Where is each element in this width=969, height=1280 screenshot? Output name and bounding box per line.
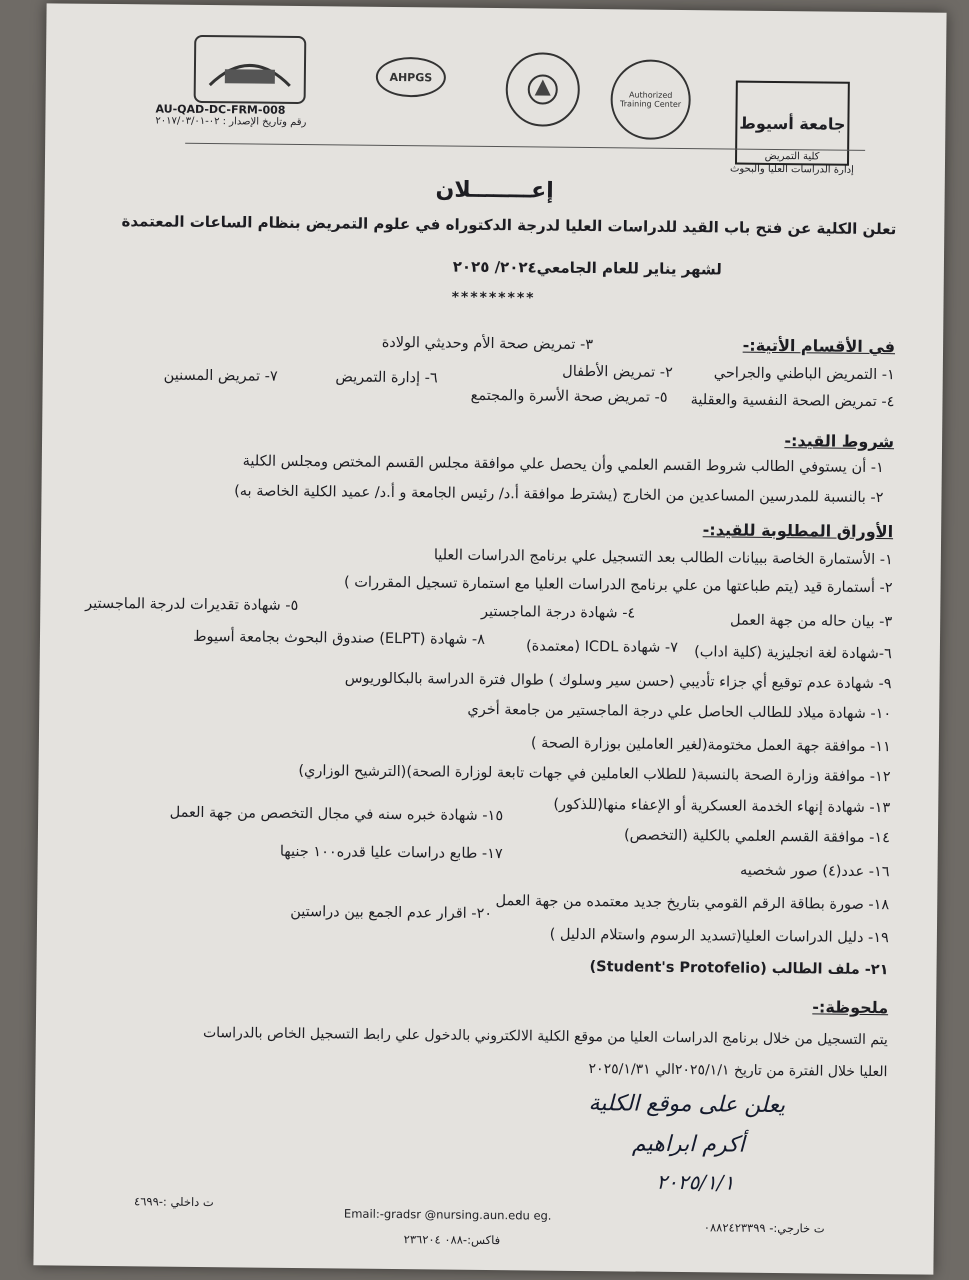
- document-page: [33, 3, 946, 1274]
- condition-item-2: ٢- بالنسبة للمدرسين المساعدين من الخارج (يشترط موافقة أ.د/ رئيس الجامعة و أ.د/ عميد الكلية الخاصة به): [234, 483, 884, 507]
- paper-item-2: ٢- أستمارة قيد (يتم طباعتها من علي برنامج الدراسات العليا مع استمارة تسجيل المقررات ): [343, 574, 893, 597]
- paper-item-16: ١٦- عدد(٤) صور شخصيه: [739, 862, 890, 881]
- department-item-3: ٣- تمريض صحة الأم وحديثي الولادة: [381, 334, 594, 354]
- paper-item-3: ٣- بيان حاله من جهة العمل: [729, 612, 893, 631]
- paper-item-1: ١- الأستمارة الخاصة ببيانات الطالب بعد التسجيل علي برنامج الدراسات العليا: [433, 547, 893, 569]
- paper-item-9: ٩- شهادة عدم توقيع أي جزاء تأديبي (حسن سير وسلوك ) طوال فترة الدراسة بالبكالوريوس: [344, 670, 892, 693]
- paper-item-18: ١٨- صورة بطاقة الرقم القومي بتاريخ جديد معتمده من جهة العمل: [495, 893, 890, 914]
- departments-heading: في الأقسام الأتية:-: [742, 335, 896, 357]
- announcement-title: إعــــــــلان: [435, 177, 554, 204]
- handwritten-signature: أكرم ابراهيم: [631, 1131, 745, 1158]
- issue-line: رقم وتاريخ الإصدار : ٠٢-٢٠١٧/٠٣/٠١: [155, 115, 307, 129]
- condition-item-1: ١- أن يستوفي الطالب شروط القسم العلمي وأن يحصل علي موافقة مجلس القسم المختص ومجلس الكلية: [242, 453, 884, 477]
- department-name: إدارة الدراسات العليا والبحوث: [729, 162, 854, 176]
- paper-item-12: ١٢- موافقة وزارة الصحة بالنسبة( للطلاب العاملين في جهات تابعة لوزارة الصحة)(الترشيح الوزاري): [298, 763, 891, 786]
- paper-item-4: ٤- شهادة درجة الماجستير: [480, 603, 636, 622]
- note-line-1: يتم التسجيل من خلال برنامج الدراسات العليا من موقع الكلية الالكتروني بالدخول علي رابط التسجيل الخاص بالدراسات: [202, 1025, 888, 1049]
- papers-heading: الأوراق المطلوبة للقيد:-: [702, 520, 894, 542]
- footer-email: Email:-gradsr @nursing.aun.edu eg.: [343, 1206, 552, 1223]
- note-heading: ملحوظة:-: [812, 997, 889, 1018]
- nursing-syndicate-logo: [194, 35, 307, 104]
- paper-item-14: ١٤- موافقة القسم العلمي بالكلية (التخصص): [623, 827, 891, 847]
- paper-item-13: ١٣- شهادة إنهاء الخدمة العسكرية أو الإعفاء منها(للذكور): [553, 796, 891, 817]
- paper-item-20: ٢٠- اقرار عدم الجمع بين دراستين: [290, 903, 493, 923]
- ahpgs-logo: [376, 57, 446, 98]
- footer-external-phone: ت خارجي:- ٠٨٨٢٤٢٣٣٩٩: [703, 1220, 825, 1236]
- faculty-name: كلية التمريض: [764, 150, 820, 163]
- ahpgs-text: AHPGS: [389, 70, 433, 84]
- training-center-text: Authorized Training Center: [620, 90, 682, 109]
- intro-line-2: لشهر يناير للعام الجامعي٢٠٢٤/ ٢٠٢٥: [452, 257, 722, 279]
- stars-divider: *********: [451, 289, 536, 307]
- department-item-6: ٦- إدارة التمريض: [335, 369, 438, 387]
- paper-item-8: ٨- شهادة (ELPT) صندوق البحوث بجامعة أسيوط: [193, 628, 486, 648]
- handwritten-date: ٢٠٢٥/١/١: [656, 1169, 735, 1195]
- handwritten-note: يعلن على موقع الكلية: [588, 1091, 786, 1119]
- footer-internal-phone: ت داخلي :-٤٦٩٩: [134, 1194, 214, 1210]
- paper-item-7: ٧- شهادة ICDL (معتمدة): [525, 638, 679, 656]
- form-info: [155, 102, 306, 128]
- paper-item-5: ٥- شهادة تقديرات لدرجة الماجستير: [85, 595, 299, 614]
- training-center-logo: [610, 59, 691, 140]
- quality-seal-logo: [505, 52, 580, 127]
- faculty-info: [717, 150, 867, 177]
- paper-item-10: ١٠- شهادة ميلاد للطالب الحاصل علي درجة الماجستير من جامعة أخري: [467, 701, 892, 723]
- paper-item-19: ١٩- دليل الدراسات العليا(تسديد الرسوم واستلام الدليل ): [549, 926, 889, 947]
- department-item-4: ٤- تمريض الصحة النفسية والعقلية: [690, 392, 895, 411]
- department-item-5: ٥- تمريض صحة الأسرة والمجتمع: [470, 387, 668, 406]
- note-line-2: العليا خلال الفترة من تاريخ ٢٠٢٥/١/١الي ٢٠٢٥/١/٣١: [588, 1061, 888, 1081]
- paper-item-17: ١٧- طابع دراسات عليا قدره١٠٠ جنيها: [279, 843, 503, 863]
- paper-item-6: ٦-شهادة لغة انجليزية (كلية اداب): [694, 644, 892, 663]
- intro-line-1: تعلن الكلية عن فتح باب القيد للدراسات العليا لدرجة الدكتوراه في علوم التمريض بنظام الساعات المعتمدة: [121, 212, 897, 239]
- paper-item-15: ١٥- شهادة خبره سنه في مجال التخصص من جهة العمل: [169, 804, 504, 825]
- department-item-1: ١- التمريض الباطني والجراحي: [713, 365, 895, 384]
- footer-fax: فاكس:-٠٨٨ ٢٣٦٢٠٤: [403, 1232, 501, 1248]
- department-item-7: ٧- تمريض المسنين: [163, 367, 278, 385]
- form-code: AU-QAD-DC-FRM-008: [155, 102, 286, 117]
- paper-item-11: ١١- موافقة جهة العمل مختومة(لغير العاملين بوزارة الصحة ): [530, 735, 891, 756]
- department-item-2: ٢- تمريض الأطفال: [562, 363, 673, 381]
- paper-item-21: ٢١- ملف الطالب (Student's Protofelio): [589, 959, 889, 979]
- conditions-heading: شروط القيد:-: [784, 431, 895, 452]
- university-logo-text: جامعة أسيوط: [739, 113, 846, 134]
